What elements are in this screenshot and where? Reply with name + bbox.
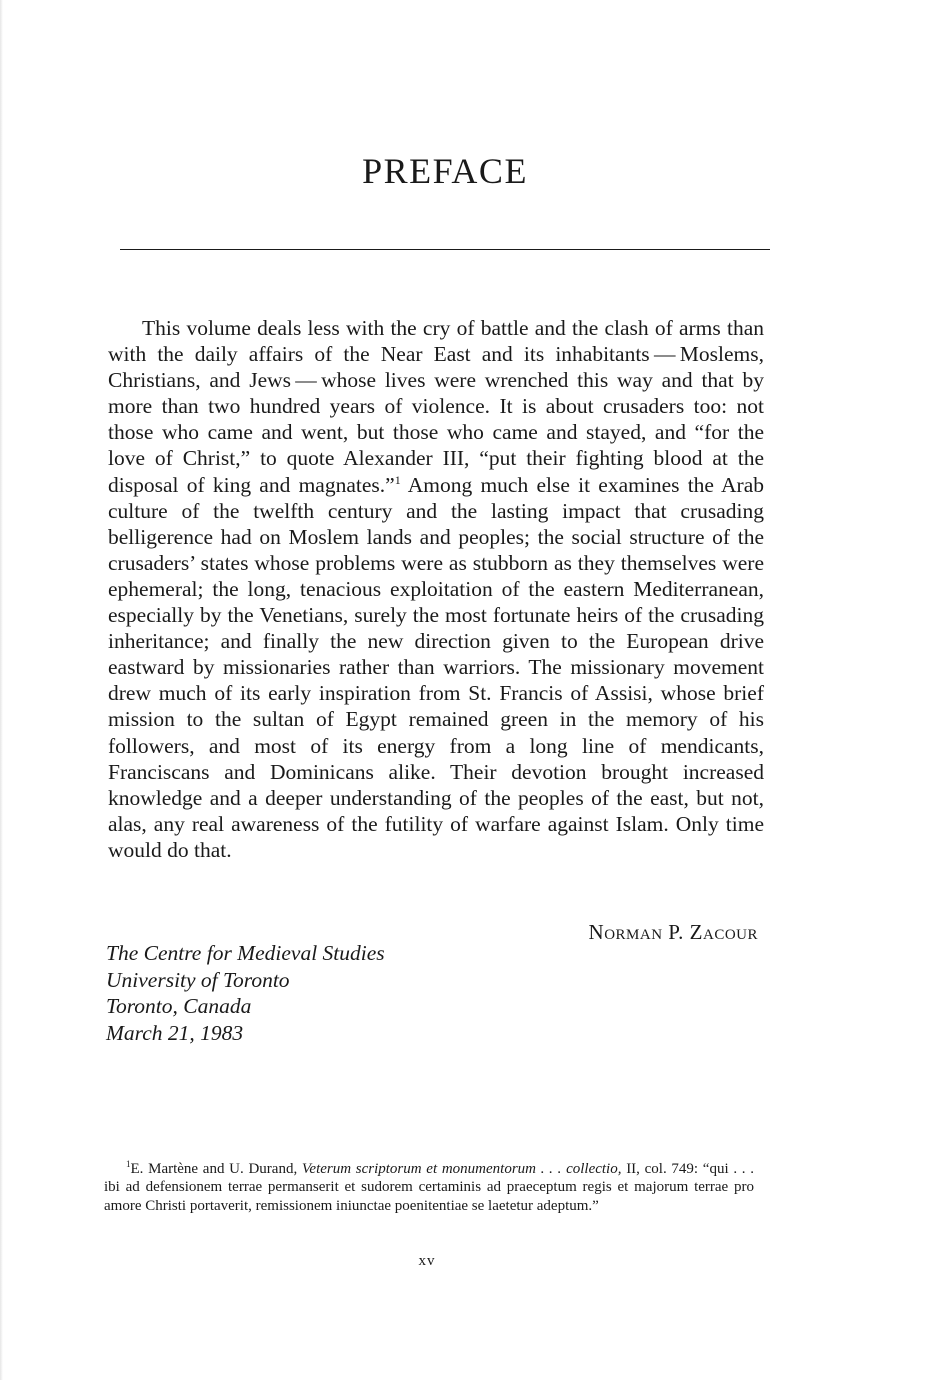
preface-body-text-b: Among much else it examines the Arab culture of the twelfth century and the lasting impact that crusading belligerence had on Moslem lands and peoples; the social structure of the crusaders’ states whose problems were as stubborn as they themselves were ephemeral; the long, tenacious exploitation of the eastern Mediterranean, especially by the Venetians, surely the most fortunate heirs of the crusading inheritance; and finally the new direction given to the European drive eastward by missionaries rather than warriors. The missionary movement drew much of its early inspiration from St. Francis of Assisi, whose brief mission to the sultan of Egypt remained green in the memory of his followers, and most of its energy from a long line of mendicants, Franciscans and Dominicans alike. Their devotion brought increased knowledge and a deeper understanding of the peoples of the east, but not, alas, any real awareness of the futility of warfare against Islam. Only time would do that. bbox=[108, 472, 765, 862]
page-number: xv bbox=[418, 1253, 436, 1269]
address-line-city: Toronto, Canada bbox=[106, 994, 252, 1018]
footnote-work-title: Veterum scriptorum et monumentorum . . . collectio, bbox=[301, 1161, 622, 1177]
footnote-authors: E. Martène and U. Durand, bbox=[130, 1161, 302, 1177]
preface-body-text-a: This volume deals less with the cry of battle and the clash of arms than with the daily affairs of the Near East and its inhabitants — Moslems, Christians, and Jews — whose lives were wrenched this way and that by more than two hundred years of violence. It is about crusaders too: not those who came and went, but those who came and stayed, and “for the love of Christ,” to quote Alexander III, “put their fighting blood at the disposal of king and magnates.” bbox=[108, 316, 764, 497]
address-line-university: University of Toronto bbox=[106, 967, 290, 992]
author-signature: Norman P. Zacour bbox=[588, 920, 758, 944]
address-line-institution: The Centre for Medieval Studies bbox=[106, 941, 385, 965]
page-edge bbox=[0, 0, 3, 1380]
preface-body bbox=[108, 315, 764, 863]
address-line-date: March 21, 1983 bbox=[106, 1020, 244, 1045]
footnote-marker: 1 bbox=[126, 1159, 131, 1169]
footnote bbox=[104, 1160, 754, 1215]
footnote-text: II, col. 749: “qui . . . ibi ad defensionem terrae permanserit et sudorem certaminis ad praeceptum regis et majorum terrae pro amore Christi portaverit, remissionem iniunctae poenitentiae se laetetur adeptum.” bbox=[104, 1161, 754, 1214]
footnote-reference: 1 bbox=[394, 472, 401, 487]
title-divider bbox=[120, 249, 770, 250]
author-address bbox=[106, 940, 385, 1046]
page-title: PREFACE bbox=[362, 151, 528, 191]
